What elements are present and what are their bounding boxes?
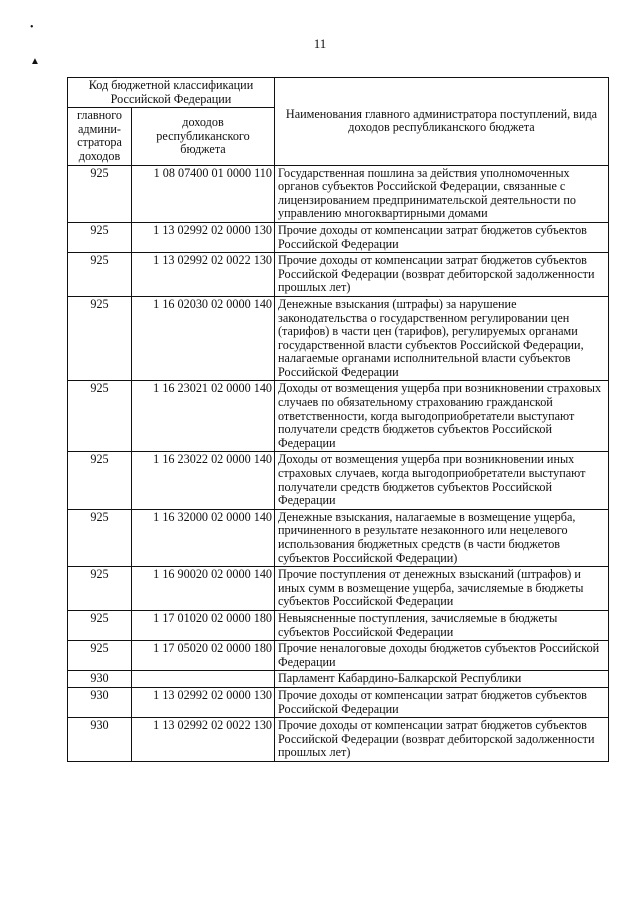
- table-row: [68, 296, 609, 381]
- admin-code-cell: 925: [68, 509, 132, 566]
- table-row: [68, 222, 609, 252]
- income-name-cell: Денежные взыскания (штрафы) за нарушение законодательства о государственном регулировании цен (тарифов) в части цен (тарифов), регулируемых органами государственной власти субъектов Российской Федерации, налагаемые органами исполнительной власти субъектов Российской Федерации: [275, 296, 609, 381]
- income-code-cell: 1 17 05020 02 0000 180: [132, 641, 275, 671]
- admin-code-cell: 930: [68, 718, 132, 762]
- income-code-cell: 1 13 02992 02 0022 130: [132, 718, 275, 762]
- admin-code-cell: 930: [68, 671, 132, 688]
- income-name-cell: Прочие доходы от компенсации затрат бюджетов субъектов Российской Федерации: [275, 222, 609, 252]
- income-code-cell: 1 13 02992 02 0000 130: [132, 222, 275, 252]
- income-code-cell: 1 08 07400 01 0000 110: [132, 165, 275, 222]
- income-code-cell: [132, 671, 275, 688]
- income-name-cell: Доходы от возмещения ущерба при возникновении иных страховых случаев, когда выгодоприобретатели выступают получатели средств бюджетов субъектов Российской Федерации: [275, 452, 609, 509]
- income-name-cell: Прочие доходы от компенсации затрат бюджетов субъектов Российской Федерации (возврат дебиторской задолженности прошлых лет): [275, 718, 609, 762]
- table-row: [68, 253, 609, 297]
- income-code-cell: 1 16 23022 02 0000 140: [132, 452, 275, 509]
- header-admin: главного админи-стратора доходов: [68, 108, 132, 165]
- header-row: [68, 78, 609, 108]
- table-body: [68, 165, 609, 761]
- income-name-cell: Прочие доходы от компенсации затрат бюджетов субъектов Российской Федерации: [275, 687, 609, 717]
- income-name-cell: Денежные взыскания, налагаемые в возмещение ущерба, причиненного в результате незаконного или нецелевого использования бюджетных средств (в части бюджетов субъектов Российской Федерации): [275, 509, 609, 566]
- table-row: [68, 452, 609, 509]
- budget-classification-table: [67, 77, 609, 762]
- income-name-cell: Невыясненные поступления, зачисляемые в бюджеты субъектов Российской Федерации: [275, 610, 609, 640]
- admin-code-cell: 925: [68, 253, 132, 297]
- margin-mark: ▲: [30, 56, 40, 67]
- admin-code-cell: 925: [68, 165, 132, 222]
- table-row: [68, 641, 609, 671]
- income-name-cell: Государственная пошлина за действия уполномоченных органов субъектов Российской Федерации, связанные с лицензированием предпринимательской деятельности по управлению многоквартирными домами: [275, 165, 609, 222]
- table-row: [68, 671, 609, 688]
- income-name-cell: Прочие неналоговые доходы бюджетов субъектов Российской Федерации: [275, 641, 609, 671]
- table-row: [68, 165, 609, 222]
- admin-code-cell: 925: [68, 567, 132, 611]
- header-income: доходов республиканского бюджета: [132, 108, 275, 165]
- income-name-cell: Прочие доходы от компенсации затрат бюджетов субъектов Российской Федерации (возврат дебиторской задолженности прошлых лет): [275, 253, 609, 297]
- table-row: [68, 567, 609, 611]
- admin-code-cell: 925: [68, 452, 132, 509]
- table-row: [68, 381, 609, 452]
- header-code-group: Код бюджетной классификации Российской Федерации: [68, 78, 275, 108]
- admin-code-cell: 925: [68, 381, 132, 452]
- table-row: [68, 509, 609, 566]
- table-row: [68, 718, 609, 762]
- table-row: [68, 687, 609, 717]
- income-code-cell: 1 16 02030 02 0000 140: [132, 296, 275, 381]
- margin-mark: •: [30, 22, 34, 33]
- table-row: [68, 610, 609, 640]
- income-name-cell: Доходы от возмещения ущерба при возникновении страховых случаев по обязательному страхованию гражданской ответственности, когда выгодоприобретатели выступают получатели средств бюджетов субъектов Российской Федерации: [275, 381, 609, 452]
- income-name-cell: Парламент Кабардино-Балкарской Республики: [275, 671, 609, 688]
- income-code-cell: 1 16 23021 02 0000 140: [132, 381, 275, 452]
- admin-code-cell: 925: [68, 641, 132, 671]
- income-code-cell: 1 17 01020 02 0000 180: [132, 610, 275, 640]
- admin-code-cell: 925: [68, 296, 132, 381]
- admin-code-cell: 925: [68, 610, 132, 640]
- income-code-cell: 1 13 02992 02 0022 130: [132, 253, 275, 297]
- income-code-cell: 1 16 90020 02 0000 140: [132, 567, 275, 611]
- admin-code-cell: 925: [68, 222, 132, 252]
- income-code-cell: 1 16 32000 02 0000 140: [132, 509, 275, 566]
- header-name: Наименования главного администратора поступлений, вида доходов республиканского бюджета: [275, 78, 609, 166]
- page-number: 11: [313, 36, 327, 51]
- income-code-cell: 1 13 02992 02 0000 130: [132, 687, 275, 717]
- admin-code-cell: 930: [68, 687, 132, 717]
- income-name-cell: Прочие поступления от денежных взысканий (штрафов) и иных сумм в возмещение ущерба, зачисляемые в бюджеты субъектов Российской Федерации: [275, 567, 609, 611]
